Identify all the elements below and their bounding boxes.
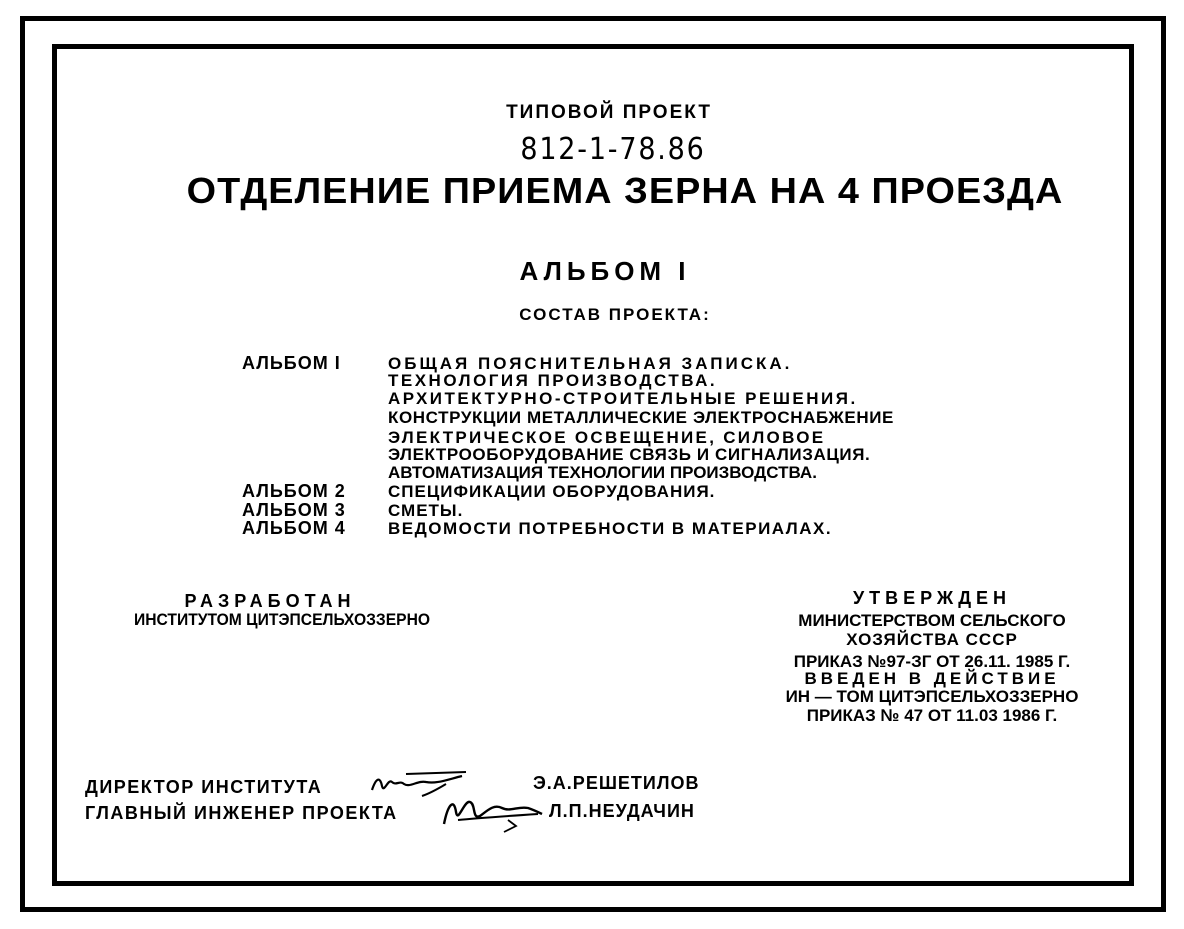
chief-engineer-label: ГЛАВНЫЙ ИНЖЕНЕР ПРОЕКТА [85,803,398,823]
album-1-line: ЭЛЕКТРООБОРУДОВАНИЕ СВЯЗЬ И СИГНАЛИЗАЦИЯ. [388,445,871,464]
album-1-line: ЭЛЕКТРИЧЕСКОЕ ОСВЕЩЕНИЕ, СИЛОВОЕ [388,428,826,447]
composition-label: СОСТАВ ПРОЕКТА: [519,305,711,324]
album-1-line: ТЕХНОЛОГИЯ ПРОИЗВОДСТВА. [388,371,718,390]
project-title: ОТДЕЛЕНИЕ ПРИЕМА ЗЕРНА НА 4 ПРОЕЗДА [186,170,1064,211]
album-heading: АЛЬБОМ I [519,256,691,286]
album-2-name: АЛЬБОМ 2 [242,481,346,501]
album-1-line: АРХИТЕКТУРНО-СТРОИТЕЛЬНЫЕ РЕШЕНИЯ. [388,389,858,408]
album-4-name: АЛЬБОМ 4 [242,518,346,538]
album-3-line: СМЕТЫ. [388,501,464,520]
album-2-line: СПЕЦИФИКАЦИИ ОБОРУДОВАНИЯ. [388,482,716,501]
approved-line: ПРИКАЗ № 47 ОТ 11.03 1986 Г. [806,706,1058,725]
developed-label: РАЗРАБОТАН [184,591,356,611]
director-name: Э.А.РЕШЕТИЛОВ [533,773,700,793]
album-4-line: ВЕДОМОСТИ ПОТРЕБНОСТИ В МАТЕРИАЛАХ. [388,519,833,538]
approved-line: ВВЕДЕН В ДЕЙСТВИЕ [804,669,1060,688]
director-label: ДИРЕКТОР ИНСТИТУТА [85,777,323,797]
approved-line: ИН — ТОМ ЦИТЭПСЕЛЬХОЗЗЕРНО [785,687,1079,706]
album-1-line: КОНСТРУКЦИИ МЕТАЛЛИЧЕСКИЕ ЭЛЕКТРОСНАБЖЕНИЕ [388,408,894,427]
approved-line: МИНИСТЕРСТВОМ СЕЛЬСКОГО [798,611,1066,630]
approved-line: УТВЕРЖДЕН [852,588,1012,608]
approved-line: ПРИКАЗ №97-ЗГ ОТ 26.11. 1985 Г. [793,652,1071,671]
project-code: 812-1-78.86 [520,132,706,167]
chief-engineer-signature [438,790,548,838]
album-1-line: АВТОМАТИЗАЦИЯ ТЕХНОЛОГИИ ПРОИЗВОДСТВА. [388,463,817,482]
project-label: ТИПОВОЙ ПРОЕКТ [506,102,712,123]
album-3-name: АЛЬБОМ 3 [242,500,346,520]
album-1-name: АЛЬБОМ I [242,353,341,373]
album-1-line: ОБЩАЯ ПОЯСНИТЕЛЬНАЯ ЗАПИСКА. [388,354,793,373]
developed-org: ИНСТИТУТОМ ЦИТЭПСЕЛЬХОЗЗЕРНО [133,610,431,629]
chief-engineer-name: Л.П.НЕУДАЧИН [549,801,695,821]
approved-line: ХОЗЯЙСТВА СССР [846,630,1018,649]
